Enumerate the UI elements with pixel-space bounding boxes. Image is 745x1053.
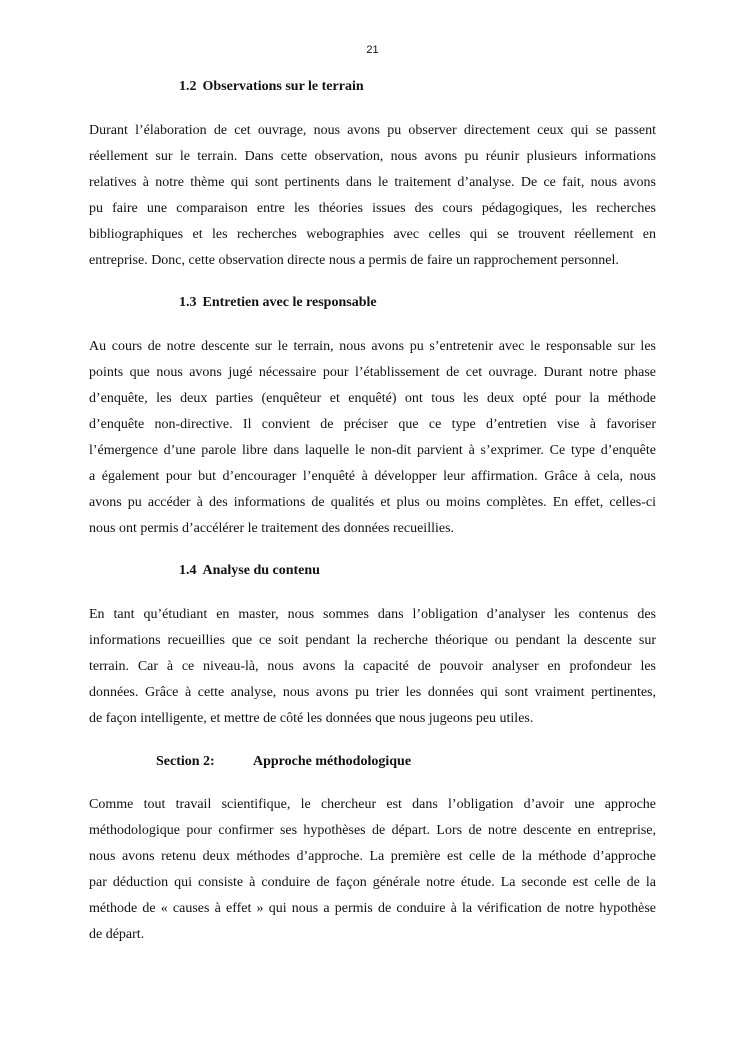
- text-line: nous avons retenu deux méthodes d’approche. La première est celle de la méthode d’approche: [89, 849, 656, 864]
- text-line: d’enquête, les deux parties (enquêteur et enquêté) ont tous les deux opté pour la méthode: [89, 391, 656, 406]
- text-line: avons pu accéder à des informations de qualités et plus ou moins complètes. En effet, celles-ci: [89, 495, 656, 510]
- heading-1-4: [179, 563, 320, 579]
- paragraph-analyse: [89, 602, 656, 732]
- text-line: d’enquête non-directive. Il convient de préciser que ce type d’entretien vise à favoriser: [89, 417, 656, 432]
- text-line: méthode de « causes à effet » qui nous a permis de conduire à la vérification de notre hypothèse: [89, 901, 656, 916]
- text-line: réellement sur le terrain. Dans cette observation, nous avons pu réunir plusieurs informations: [89, 149, 656, 164]
- text-line: par déduction qui consiste à conduire de façon générale notre étude. La seconde est celle de la: [89, 875, 656, 890]
- text-line: entreprise. Donc, cette observation directe nous a permis de faire un rapprochement personnel.: [89, 253, 619, 268]
- heading-title: Entretien avec le responsable: [202, 295, 377, 310]
- text-line: a également pour but d’encourager l’enquêté à développer leur affirmation. Grâce à cela, nous: [89, 469, 656, 484]
- text-line: points que nous avons jugé nécessaire pour l’établissement de cet ouvrage. Durant notre phase: [89, 365, 656, 380]
- heading-title: Observations sur le terrain: [202, 79, 364, 94]
- text-line: Au cours de notre descente sur le terrain, nous avons pu s’entretenir avec le responsable sur les: [89, 339, 656, 354]
- text-line: pu faire une comparaison entre les théories issues des cours pédagogiques, les recherches: [89, 201, 656, 216]
- text-line: méthodologique pour confirmer ses hypothèses de départ. Lors de notre descente en entreprise,: [89, 823, 656, 838]
- section-label: Section 2:: [156, 754, 215, 769]
- text-line: Comme tout travail scientifique, le chercheur est dans l’obligation d’avoir une approche: [89, 797, 656, 812]
- heading-1-3: [179, 295, 377, 311]
- text-line: bibliographiques et les recherches webographies avec celles qui se trouvent réellement en: [89, 227, 656, 242]
- heading-title: Analyse du contenu: [202, 563, 320, 578]
- heading-number: 1.3: [179, 295, 197, 310]
- text-line: nous ont permis d’accélérer le traitement des données recueillies.: [89, 521, 455, 536]
- paragraph-observations: [89, 118, 656, 274]
- text-line: Durant l’élaboration de cet ouvrage, nous avons pu observer directement ceux qui se passent: [89, 123, 656, 138]
- heading-1-2: [179, 79, 364, 95]
- page-number: 21: [366, 44, 379, 56]
- heading-title: Approche méthodologique: [253, 754, 412, 769]
- text-line: terrain. Car à ce niveau-là, nous avons la capacité de pouvoir analyser en profondeur les: [89, 659, 656, 674]
- paragraph-entretien: [89, 334, 656, 542]
- heading-section-2: [156, 754, 411, 770]
- text-line: de départ.: [89, 927, 145, 942]
- paragraph-approche: [89, 792, 656, 948]
- text-line: de façon intelligente, et mettre de côté les données que nous jugeons peu utiles.: [89, 711, 534, 726]
- text-line: relatives à notre thème qui sont pertinents dans le traitement d’analyse. De ce fait, nous avons: [89, 175, 656, 190]
- heading-number: 1.4: [179, 563, 197, 578]
- text-line: l’émergence d’une parole libre dans laquelle le non-dit parvient à s’exprimer. Ce type d’enquête: [89, 443, 656, 458]
- text-line: données. Grâce à cette analyse, nous avons pu trier les données qui sont vraiment pertinentes,: [89, 685, 656, 700]
- text-line: informations recueillies que ce soit pendant la recherche théorique ou pendant la descente sur: [89, 633, 656, 648]
- text-line: En tant qu’étudiant en master, nous sommes dans l’obligation d’analyser les contenus des: [89, 607, 656, 622]
- heading-number: 1.2: [179, 79, 197, 94]
